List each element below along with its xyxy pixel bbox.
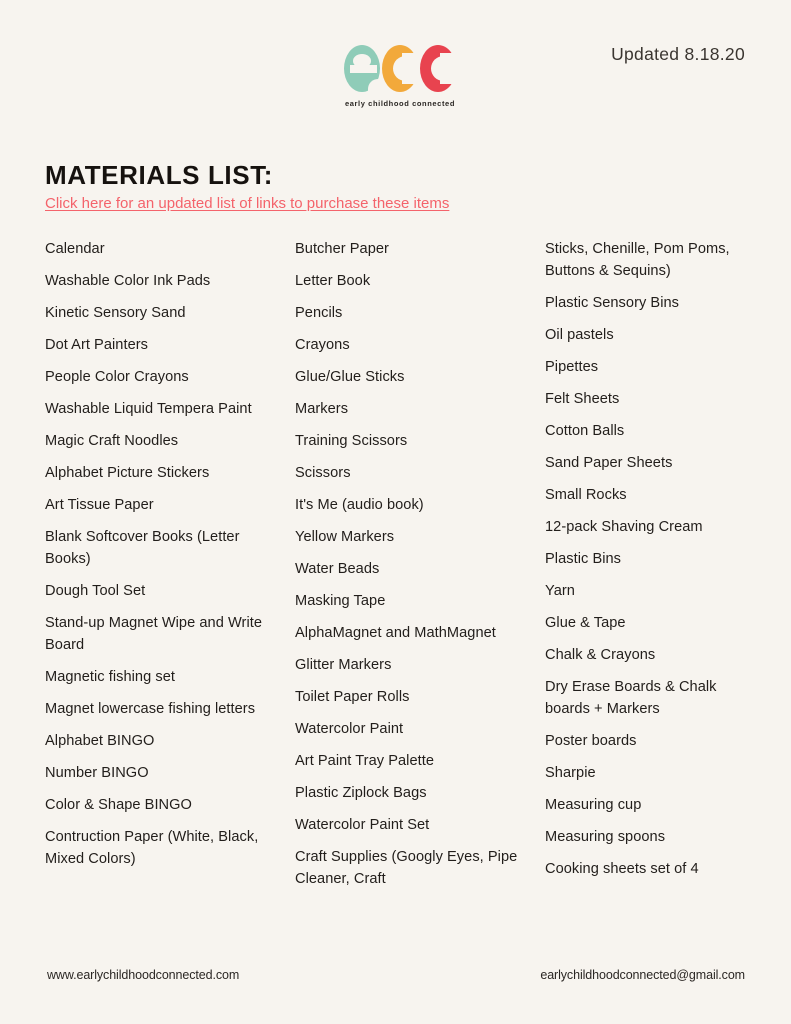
material-item: Contruction Paper (White, Black, Mixed Colors) [45,829,259,867]
material-item: Magnet lowercase fishing letters [45,701,256,717]
page-title: MATERIALS LIST: [45,160,274,190]
material-item: Watercolor Paint [295,721,404,737]
material-item: Yellow Markers [295,529,395,545]
material-item: Washable Liquid Tempera Paint [45,401,252,417]
purchase-links-link[interactable]: Click here for an updated list of links to purchase these items [45,195,450,212]
material-item: Scissors [295,465,351,481]
material-item: Pencils [295,305,343,321]
logo-letter-e-icon [344,45,380,92]
material-item: Measuring cup [545,797,642,813]
materials-column-1 [45,238,275,880]
material-item: Sharpie [545,765,596,781]
material-item: Glitter Markers [295,657,392,673]
material-item: Glue/Glue Sticks [295,369,405,385]
material-item: Markers [295,401,349,417]
material-item: Measuring spoons [545,829,666,845]
material-item: Alphabet Picture Stickers [45,465,210,481]
materials-column-3 [545,238,760,890]
materials-column-2 [295,238,525,900]
material-item: Sticks, Chenille, Pom Poms, Buttons & Sequins) [545,241,730,279]
page-header [0,0,791,135]
material-item: Oil pastels [545,327,614,343]
logo-letter-c1-icon [382,45,418,92]
material-item: Water Beads [295,561,380,577]
material-item: Magic Craft Noodles [45,433,179,449]
material-item: Cotton Balls [545,423,625,439]
material-item: Poster boards [545,733,637,749]
material-item: Letter Book [295,273,371,289]
material-item: Butcher Paper [295,241,389,257]
material-item: Watercolor Paint Set [295,817,430,833]
material-item: Cooking sheets set of 4 [545,861,699,877]
logo-letters [344,36,456,92]
material-item: Magnetic fishing set [45,669,175,685]
material-item: Toilet Paper Rolls [295,689,410,705]
material-item: Plastic Sensory Bins [545,295,680,311]
material-item: Art Tissue Paper [45,497,154,513]
material-item: Number BINGO [45,765,149,781]
material-item: Dry Erase Boards & Chalk boards + Markers [545,679,717,717]
material-item: Alphabet BINGO [45,733,155,749]
material-item: Training Scissors [295,433,408,449]
material-item: It's Me (audio book) [295,497,424,513]
updated-date-label: Updated 8.18.20 [611,44,745,64]
material-item: Color & Shape BINGO [45,797,192,813]
logo-letter-c2-icon [420,45,456,92]
material-item: Sand Paper Sheets [545,455,673,471]
material-item: Chalk & Crayons [545,647,656,663]
material-item: 12-pack Shaving Cream [545,519,703,535]
material-item: Stand-up Magnet Wipe and Write Board [45,615,263,653]
ecc-logo [344,36,456,108]
material-item: Plastic Bins [545,551,622,567]
material-item: Felt Sheets [545,391,620,407]
material-item: Pipettes [545,359,599,375]
material-item: Calendar [45,241,105,257]
material-item: Blank Softcover Books (Letter Books) [45,529,240,567]
material-item: Crayons [295,337,350,353]
material-item: Art Paint Tray Palette [295,753,434,769]
material-item: Dot Art Painters [45,337,148,353]
material-item: People Color Crayons [45,369,189,385]
page-footer [0,968,791,988]
material-item: Plastic Ziplock Bags [295,785,427,801]
material-item: Dough Tool Set [45,583,146,599]
footer-website: www.earlychildhoodconnected.com [47,968,240,982]
material-item: Yarn [545,583,575,599]
material-item: Glue & Tape [545,615,626,631]
material-item: Masking Tape [295,593,386,609]
material-item: AlphaMagnet and MathMagnet [295,625,496,641]
material-item: Washable Color Ink Pads [45,273,211,289]
material-item: Kinetic Sensory Sand [45,305,186,321]
material-item: Small Rocks [545,487,627,503]
material-item: Craft Supplies (Googly Eyes, Pipe Cleaner, Craft [295,849,518,887]
logo-tagline: early childhood connected [344,99,456,108]
footer-email: earlychildhoodconnected@gmail.com [540,968,745,982]
